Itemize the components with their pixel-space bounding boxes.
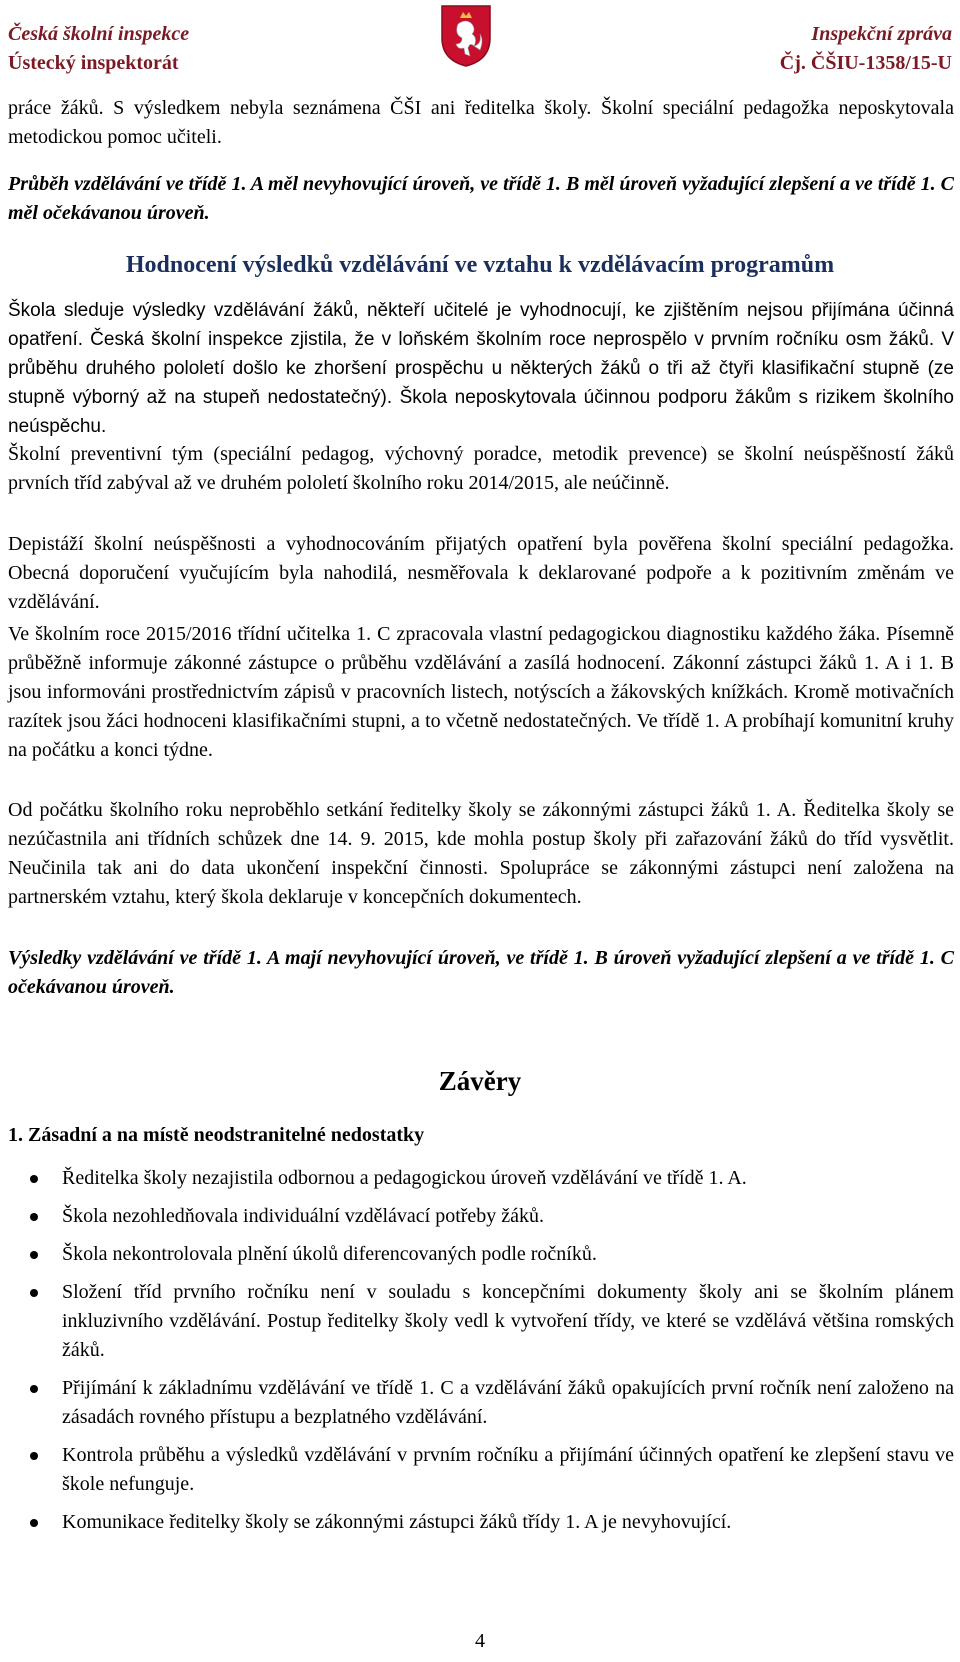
paragraph-results: Škola sleduje výsledky vzdělávání žáků, někteří učitelé je vyhodnocují, ke zjištěním nejsou přijímána účinná opatření. Česká školní inspekce zjistila, že v loňském školním roce neprospělo v prvním ročníku osm žáků. V průběhu druhého pololetí došlo ke zhoršení prospěchu u některých žáků o tři až čtyři klasifikační stupně (ze stupně výborný až na stupeň nedostatečný). Škola neposkytovala účinnou podporu žákům s rizikem školního neúspěchu. xyxy=(8,300,954,437)
reference-number: Čj. ČŠIU-1358/15-U xyxy=(779,52,952,74)
region-name: Ústecký inspektorát xyxy=(8,52,179,74)
conclusions-title: Závěry xyxy=(438,1066,522,1096)
paragraph-prevention-team: Školní preventivní tým (speciální pedagog, výchovný poradce, metodik prevence) se školní neúspěšností žáků prvních tříd zabýval až ve druhém pololetí školního roku 2014/2015, ale neúčinně. xyxy=(8,443,954,494)
subsection-heading: 1. Zásadní a na místě neodstranitelné nedostatky xyxy=(8,1124,425,1146)
page-number: 4 xyxy=(475,1630,485,1652)
bullet-icon xyxy=(30,1213,38,1221)
list-item xyxy=(8,1164,954,1193)
deficiencies-list xyxy=(8,1164,954,1546)
paragraph-screening: Depistáží školní neúspěšnosti a vyhodnocováním přijatých opatření byla pověřena školní speciální pedagožka. Obecná doporučení vyučujícím byla nahodilá, nesměřovala k deklarované podpoře a k pozitivním změnám ve vzdělávání. xyxy=(8,533,954,613)
paragraph-parents: Od počátku školního roku neproběhlo setkání ředitelky školy se zákonnými zástupci žáků 1. A. Ředitelka školy se nezúčastnila ani třídních schůzek dne 14. 9. 2015, kde mohla postup školy při zařazování žáků do tříd vysvětlit. Neučinila tak ani do data ukončení inspekční činnosti. Spolupráce se zákonnými zástupci není založena na partnerském vztahu, který škola deklaruje v koncepčních dokumentech. xyxy=(8,799,954,908)
list-item-text: Ředitelka školy nezajistila odbornou a pedagogickou úroveň vzdělávání ve třídě 1. A. xyxy=(62,1167,747,1189)
bullet-icon xyxy=(30,1452,38,1460)
bullet-icon xyxy=(30,1289,38,1297)
section-heading: Hodnocení výsledků vzdělávání ve vztahu k vzdělávacím programům xyxy=(125,252,835,278)
list-item xyxy=(8,1202,954,1231)
paragraph-diagnostics: Ve školním roce 2015/2016 třídní učitelka 1. C zpracovala vlastní pedagogickou diagnostiku každého žáka. Písemně průběžně informuje zákonné zástupce o průběhu vzdělávání a zasílá hodnocení. Zákonní zástupci žáků 1. A i 1. B jsou informováni prostřednictvím zápisů v pracovních listech, notýscích a žákovských knížkách. Kromě motivačních razítek jsou žáci hodnoceni klasifikačními stupni, a to včetně nedostatečných. Ve třídě 1. A probíhají komunitní kruhy na počátku a konci týdne. xyxy=(8,623,954,761)
document-type: Inspekční zpráva xyxy=(811,23,952,45)
list-item xyxy=(8,1240,954,1269)
bullet-icon xyxy=(30,1385,38,1393)
coat-of-arms-icon xyxy=(440,4,492,68)
paragraph-summary-course: Průběh vzdělávání ve třídě 1. A měl nevyhovující úroveň, ve třídě 1. B měl úroveň vyžadující zlepšení a ve třídě 1. C měl očekávanou úroveň. xyxy=(8,173,954,224)
header-left xyxy=(8,20,189,78)
list-item-text: Složení tříd prvního ročníku není v souladu s koncepčními dokumenty školy ani se školním plánem inkluzivního vzdělávání. Postup ředitelky školy vedl k vytvoření třídy, ve které se vzdělává většina romských žáků. xyxy=(62,1281,954,1361)
paragraph-summary-results: Výsledky vzdělávání ve třídě 1. A mají nevyhovující úroveň, ve třídě 1. B úroveň vyžadující zlepšení a ve třídě 1. C očekávanou úroveň. xyxy=(8,947,954,998)
list-item-text: Škola nezohledňovala individuální vzdělávací potřeby žáků. xyxy=(62,1205,545,1227)
list-item-text: Přijímání k základnímu vzdělávání ve třídě 1. C a vzdělávání žáků opakujících první ročník není založeno na zásadách rovného přístupu a bezplatného vzdělávání. xyxy=(62,1377,954,1428)
header-right xyxy=(780,20,952,78)
list-item xyxy=(8,1278,954,1365)
org-name: Česká školní inspekce xyxy=(8,23,190,45)
list-item xyxy=(8,1374,954,1432)
list-item xyxy=(8,1508,954,1537)
paragraph-1: práce žáků. S výsledkem nebyla seznámena ČŠI ani ředitelka školy. Školní speciální pedagožka neposkytovala metodickou pomoc učiteli. xyxy=(8,97,954,148)
bullet-icon xyxy=(30,1175,38,1183)
list-item xyxy=(8,1441,954,1499)
list-item-text: Škola nekontrolovala plnění úkolů diferencovaných podle ročníků. xyxy=(62,1243,597,1265)
list-item-text: Komunikace ředitelky školy se zákonnými zástupci žáků třídy 1. A je nevyhovující. xyxy=(62,1511,732,1533)
bullet-icon xyxy=(30,1519,38,1527)
list-item-text: Kontrola průběhu a výsledků vzdělávání v prvním ročníku a přijímání účinných opatření ke zlepšení stavu ve škole nefunguje. xyxy=(62,1444,954,1495)
bullet-icon xyxy=(30,1251,38,1259)
